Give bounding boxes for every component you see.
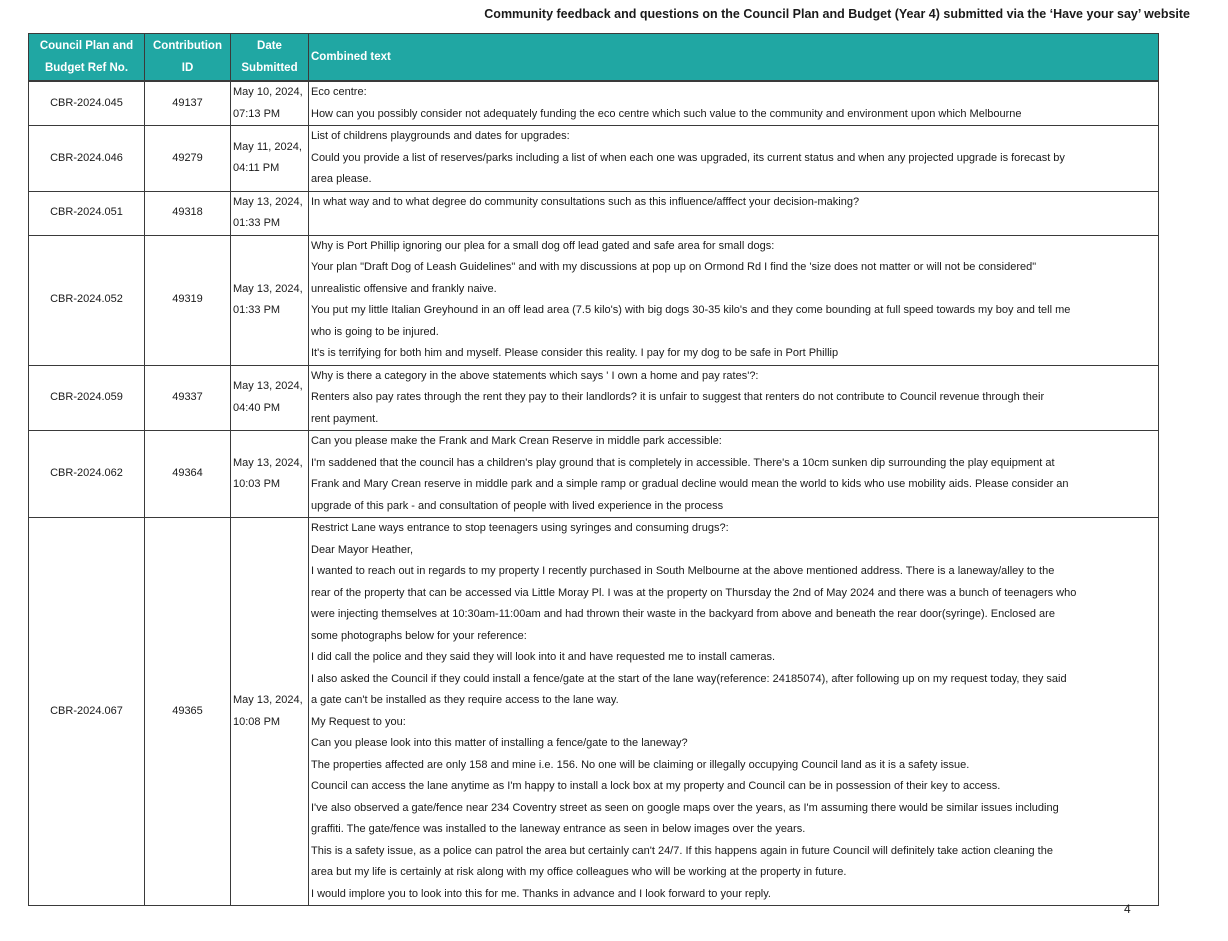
text-line: In what way and to what degree do community consultations such as this influence/afffect your decision-making? [311, 195, 860, 208]
text-line: Can you please look into this matter of installing a fence/gate to the laneway? [311, 737, 688, 749]
text-line: List of childrens playgrounds and dates for upgrades: [311, 130, 570, 142]
text-line: rent payment. [311, 412, 379, 425]
text-line: Frank and Mary Crean reserve in middle park and a simple ramp or gradual decline would mean the world to kids who use mobility aids. Please consider an [311, 478, 1069, 490]
contribution-id-cell: 49337 [145, 365, 231, 431]
text-line: Your plan "Draft Dog of Leash Guidelines" and with my discussions at pop up on Ormond Rd I find the 'size does not matter or will not be considered" [311, 261, 1037, 273]
table-row [29, 235, 1159, 365]
header-ref-line-1: Council Plan and [39, 40, 134, 52]
page-title: Community feedback and questions on the Council Plan and Budget (Year 4) submitted via the ‘Have your say’ website [484, 7, 1190, 21]
header-ref-line-2: Budget Ref No. [44, 62, 129, 74]
text-line [311, 213, 1155, 235]
combined-text-cell [309, 518, 1159, 906]
ref-no-cell: CBR-2024.045 [29, 81, 145, 126]
text-line: some photographs below for your reference: [311, 629, 527, 642]
date-submitted-cell [231, 365, 309, 431]
header-id-line-1: Contribution [153, 40, 222, 52]
combined-text-cell [309, 81, 1159, 126]
table-row [29, 191, 1159, 235]
header-contribution-id [145, 34, 231, 82]
text-line: Why is there a category in the above statements which says ' I own a home and pay rates'?: [311, 369, 759, 382]
text-line: Council can access the lane anytime as I'm happy to install a lock box at my property and Council can be in possession of their key to access. [311, 780, 1001, 792]
table-row [29, 126, 1159, 192]
date-line: 10:03 PM [233, 478, 281, 490]
table-header-row [29, 34, 1159, 82]
date-line: May 10, 2024, [233, 86, 303, 98]
date-line: May 11, 2024, [233, 140, 302, 153]
date-submitted-cell [231, 191, 309, 235]
table-row [29, 431, 1159, 518]
text-line: How can you possibly consider not adequately funding the eco centre which such value to the community and environment upon which Melbourne [311, 107, 1022, 120]
text-line: Why is Port Phillip ignoring our plea for a small dog off lead gated and safe area for small dogs: [311, 239, 775, 252]
text-line: rear of the property that can be accessed via Little Moray Pl. I was at the property on Thursday the 2nd of May 2024 and there was a bunch of teenagers who [311, 586, 1077, 599]
date-submitted-cell [231, 81, 309, 126]
date-submitted-cell [231, 431, 309, 518]
text-line: Renters also pay rates through the rent they pay to their landlords? it is unfair to suggest that renters do not contribute to Council revenue through their [311, 391, 1045, 403]
text-line: I did call the police and they said they will look into it and have requested me to install cameras. [311, 651, 776, 663]
combined-text-cell [309, 126, 1159, 192]
table-row [29, 81, 1159, 126]
contribution-id-cell: 49365 [145, 518, 231, 906]
date-line: May 13, 2024, [233, 694, 303, 706]
combined-text-cell [309, 235, 1159, 365]
date-line: 04:40 PM [233, 401, 281, 414]
date-line: May 13, 2024, [233, 456, 303, 469]
contribution-id-cell: 49319 [145, 235, 231, 365]
ref-no-cell: CBR-2024.062 [29, 431, 145, 518]
ref-no-cell: CBR-2024.052 [29, 235, 145, 365]
date-line: May 13, 2024, [233, 380, 303, 393]
text-line: The properties affected are only 158 and mine i.e. 156. No one will be claiming or illegally occupying Council land as it is a safety issue. [311, 758, 970, 771]
text-line: area but my life is certainly at risk along with my office colleagues who will be working at the property in future. [311, 866, 847, 878]
feedback-table [28, 33, 1159, 906]
text-line: You put my little Italian Greyhound in an off lead area (7.5 kilo's) with big dogs 30-35 kilo's and they come bounding at full speed towards my boy and tell me [311, 304, 1071, 316]
text-line: I wanted to reach out in regards to my property I recently purchased in South Melbourne at the above mentioned address. There is a laneway/alley to the [311, 565, 1055, 577]
text-line: Dear Mayor Heather, [311, 543, 414, 556]
text-line: I would implore you to look into this for me. Thanks in advance and I look forward to your reply. [311, 887, 771, 900]
header-ref-no [29, 34, 145, 82]
text-line: Could you provide a list of reserves/parks including a list of when each one was upgraded, its current status and when any projected upgrade is forecast by [311, 151, 1065, 164]
combined-text-cell [309, 431, 1159, 518]
date-line: 07:13 PM [233, 107, 281, 120]
text-line: a gate can't be installed as they require access to the lane way. [311, 694, 619, 706]
combined-text-cell [309, 191, 1159, 235]
text-line: unrealistic offensive and frankly naive. [311, 282, 497, 295]
header-combined-text: Combined text [309, 34, 1159, 82]
text-line: graffiti. The gate/fence was installed to the laneway entrance as seen in below images over the years. [311, 823, 806, 835]
date-line: 04:11 PM [233, 162, 280, 175]
contribution-id-cell: 49318 [145, 191, 231, 235]
text-line: I've also observed a gate/fence near 234 Coventry street as seen on google maps over the years, as I'm assuming there would be similar issues including [311, 801, 1059, 814]
ref-no-cell: CBR-2024.059 [29, 365, 145, 431]
text-line: were injecting themselves at 10:30am-11:00am and had thrown their waste in the backyard from above and beneath the rear door(syringe). Enclosed are [311, 608, 1055, 620]
text-line: Restrict Lane ways entrance to stop teenagers using syringes and consuming drugs?: [311, 522, 729, 534]
ref-no-cell: CBR-2024.046 [29, 126, 145, 192]
date-line: 01:33 PM [233, 217, 281, 229]
page-number: 4 [1124, 902, 1131, 916]
text-line: This is a safety issue, as a police can patrol the area but certainly can't 24/7. If this happens again in future Council will definitely take action cleaning the [311, 844, 1053, 857]
date-line: 10:08 PM [233, 715, 281, 728]
date-line: May 13, 2024, [233, 282, 303, 295]
text-line: Can you please make the Frank and Mark Crean Reserve in middle park accessible: [311, 435, 722, 447]
date-line: May 13, 2024, [233, 195, 303, 208]
contribution-id-cell: 49137 [145, 81, 231, 126]
text-line: upgrade of this park - and consultation of people with lived experience in the process [311, 499, 724, 512]
date-line: 01:33 PM [233, 304, 281, 316]
table-body [29, 81, 1159, 906]
text-line: Eco centre: [311, 86, 367, 98]
text-line: who is going to be injured. [311, 325, 439, 338]
ref-no-cell: CBR-2024.067 [29, 518, 145, 906]
date-submitted-cell [231, 518, 309, 906]
text-line: I'm saddened that the council has a children's play ground that is completely in accessible. There's a 10cm sunken dip surrounding the play equipment at [311, 456, 1055, 469]
text-line: area please. [311, 173, 372, 185]
header-date-line-1: Date [257, 40, 282, 52]
text-line: I also asked the Council if they could install a fence/gate at the start of the lane way(reference: 24185074), after following up on my request today, they said [311, 672, 1067, 685]
contribution-id-cell: 49364 [145, 431, 231, 518]
date-submitted-cell [231, 235, 309, 365]
header-date-submitted [231, 34, 309, 82]
text-line: It's is terrifying for both him and myself. Please consider this reality. I pay for my dog to be safe in Port Phillip [311, 347, 839, 359]
date-submitted-cell [231, 126, 309, 192]
header-id-line-2: ID [181, 62, 194, 74]
header-date-line-2: Submitted [241, 62, 298, 74]
table-row [29, 518, 1159, 906]
table-row [29, 365, 1159, 431]
text-line: My Request to you: [311, 715, 406, 728]
contribution-id-cell: 49279 [145, 126, 231, 192]
ref-no-cell: CBR-2024.051 [29, 191, 145, 235]
combined-text-cell [309, 365, 1159, 431]
